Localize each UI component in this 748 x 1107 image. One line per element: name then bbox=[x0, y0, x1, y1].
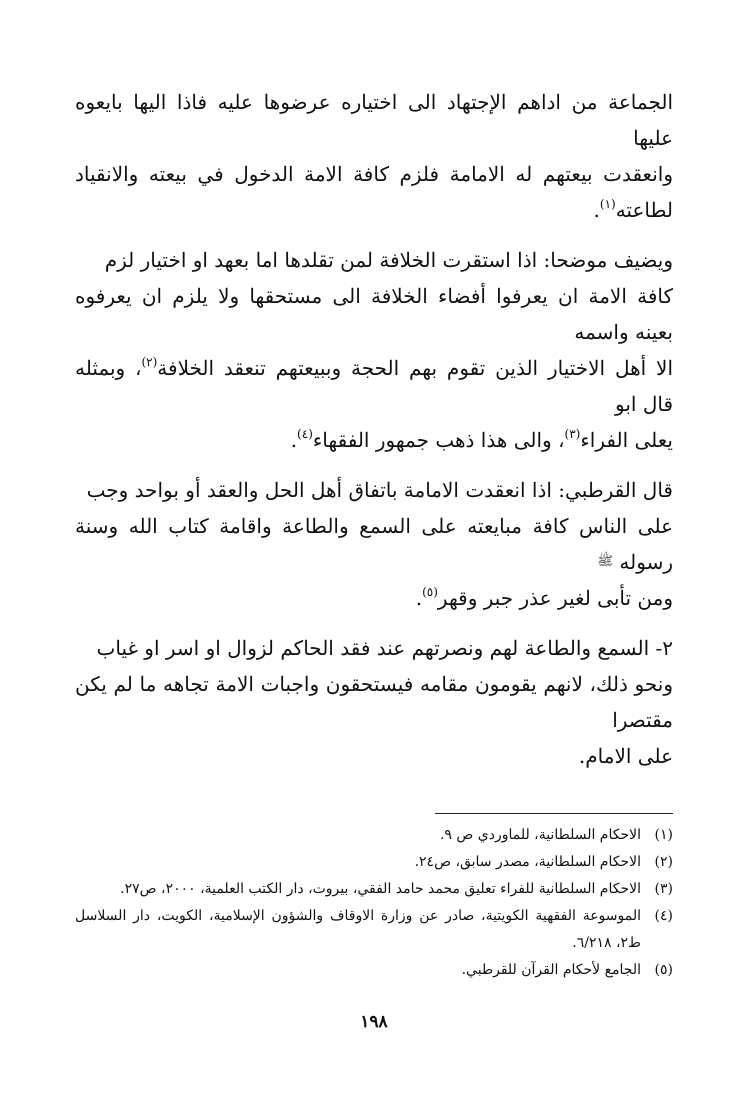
text-line: على الامام. bbox=[578, 744, 673, 768]
footnote-divider bbox=[435, 813, 673, 814]
paragraph-2 bbox=[75, 242, 673, 458]
footnote-text: الاحكام السلطانية، للماوردي ص ٩. bbox=[439, 827, 641, 843]
paragraph-3 bbox=[75, 472, 673, 616]
footnote-ref-1: (١) bbox=[599, 197, 616, 211]
footnote-item bbox=[75, 849, 673, 876]
footnote-item bbox=[75, 876, 673, 903]
footnote-number: (١) bbox=[654, 827, 673, 843]
footnote-text: الاحكام السلطانية للفراء تعليق محمد حامد الفقي، بيروت، دار الكتب العلمية، ٢٠٠٠، ص٢٧. bbox=[120, 881, 641, 897]
text-line: على الناس كافة مبايعته على السمع والطاعة واقامة كتاب الله وسنة رسوله ﷺ bbox=[75, 508, 673, 580]
page-body bbox=[75, 84, 673, 788]
text-line: ومن تأبى لغير عذر جبر وقهر$^{(٥)}$. bbox=[415, 585, 673, 610]
text-line: يعلى الفراء$^{(٣)}$، والى هذا ذهب جمهور الفقهاء$^{(٤)}$. bbox=[290, 427, 673, 452]
paragraph-4 bbox=[75, 630, 673, 774]
text-line: ونحو ذلك، لانهم يقومون مقامه فيستحقون واجبات الامة تجاهه ما لم يكن مقتصرا bbox=[75, 672, 673, 732]
paragraph-1 bbox=[75, 84, 673, 228]
footnote-number: (٢) bbox=[654, 854, 673, 870]
footnote-text: الجامع لأحكام القرآن للقرطبي. bbox=[461, 962, 641, 978]
footnote-item bbox=[75, 822, 673, 849]
footnote-item bbox=[75, 903, 673, 957]
text-line: ويضيف موضحا: اذا استقرت الخلافة لمن تقلدها اما بعهد او اختيار لزم bbox=[104, 248, 673, 272]
text-line: قال القرطبي: اذا انعقدت الامامة باتفاق أهل الحل والعقد أو بواحد وجب bbox=[86, 478, 673, 502]
text-line: الا أهل الاختيار الذين تقوم بهم الحجة وببيعتهم تنعقد الخلافة$^{(٢)}$، وبمثله قال ابو bbox=[75, 355, 673, 416]
footnotes bbox=[75, 813, 673, 984]
text-line: ٢- السمع والطاعة لهم ونصرتهم عند فقد الحاكم لزوال او اسر او غياب bbox=[96, 636, 673, 660]
footnote-number: (٥) bbox=[654, 962, 673, 978]
footnote-ref-2: (٢) bbox=[141, 355, 158, 369]
footnote-ref-3: (٣) bbox=[564, 427, 581, 441]
text-line: وانعقدت بيعتهم له الامامة فلزم كافة الامة الدخول في بيعته والانقياد لطاعته$^{(١)}$. bbox=[75, 162, 673, 222]
page-number: ١٩٨ bbox=[360, 1012, 388, 1032]
footnote-ref-5: (٥) bbox=[422, 585, 438, 599]
salawat-glyph: ﷺ bbox=[597, 554, 614, 569]
text-line: كافة الامة ان يعرفوا أفضاء الخلافة الى مستحقها ولا يلزم ان يعرفوه بعينه واسمه bbox=[75, 284, 673, 344]
footnote-ref-4: (٤) bbox=[297, 427, 313, 441]
footnote-number: (٤) bbox=[654, 908, 673, 924]
footnote-text: الاحكام السلطانية، مصدر سابق، ص٢٤. bbox=[414, 854, 641, 870]
footnote-text: الموسوعة الفقهية الكويتية، صادر عن وزارة الاوقاف والشؤون الإسلامية، الكويت، دار السلاسل ط٢، ٦/٢١٨. bbox=[75, 908, 641, 951]
footnote-item bbox=[75, 957, 673, 984]
footnote-number: (٣) bbox=[654, 881, 673, 897]
text-line: الجماعة من اداهم الإجتهاد الى اختياره عرضوها عليه فاذا اليها بايعوه عليها bbox=[75, 90, 673, 150]
